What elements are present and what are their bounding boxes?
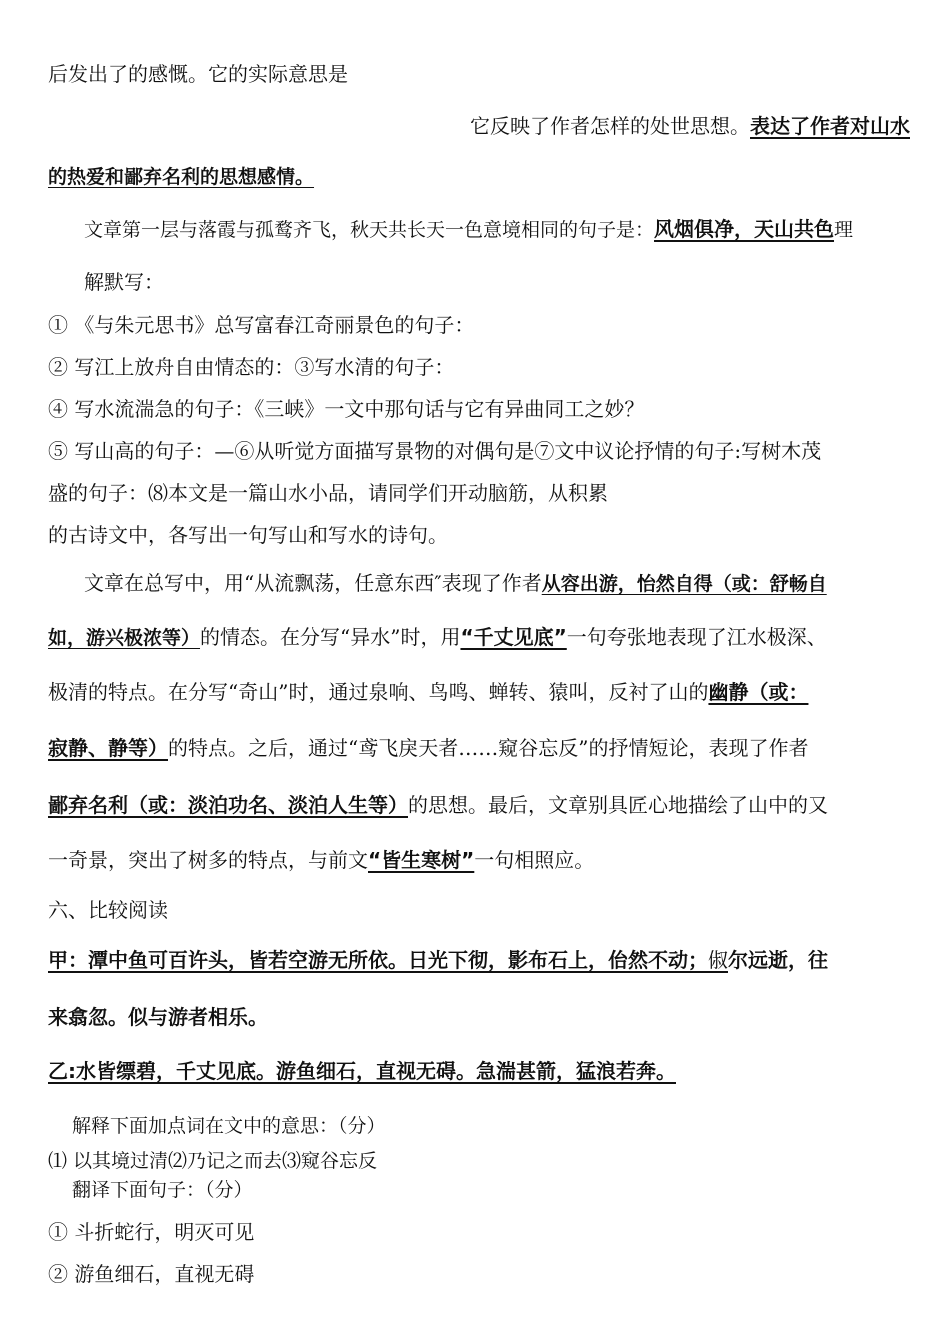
text-line-20 xyxy=(48,1003,910,1031)
text-line-19 xyxy=(48,946,910,974)
text-line-10 xyxy=(48,479,910,507)
text: 极清的特点。在分写“奇山”时，通过泉响、鸟鸣、蝉转、猿叫，反衬了山的 xyxy=(48,680,709,704)
text-line-1 xyxy=(48,60,910,88)
text: 解默写： xyxy=(84,270,164,294)
text-line-9 xyxy=(48,437,910,465)
text: ① 《与朱元思书》总写富春江奇丽景色的句子： xyxy=(48,313,475,337)
text: ② 游鱼细石，直视无碍 xyxy=(48,1262,255,1286)
answer-text: “皆生寒树” xyxy=(368,848,475,872)
text: ② 写江上放舟自由情态的：③写水清的句子： xyxy=(48,355,455,379)
text: 它反映了作者怎样的处世思想。 xyxy=(470,114,750,138)
text-line-5 xyxy=(84,268,910,296)
answer-text: 鄙弃名利（或：淡泊功名、淡泊人生等） xyxy=(48,793,408,817)
text: ⑴ 以其境过清⑵乃记之而去⑶窥谷忘反 xyxy=(48,1150,378,1172)
section-heading xyxy=(48,896,910,924)
text: 文章在总写中，用“从流飘荡，任意东西″表现了作者 xyxy=(84,571,542,595)
answer-text: 如，游兴极浓等） xyxy=(48,627,201,649)
text: 解释下面加点词在文中的意思：（分） xyxy=(72,1115,386,1137)
text-line-12 xyxy=(84,569,910,598)
text-line-8 xyxy=(48,395,910,423)
text: 一奇景，突出了树多的特点，与前文 xyxy=(48,848,368,872)
answer-text: 从容出游，怡然自得（或：舒畅自 xyxy=(541,573,827,595)
text-line-15 xyxy=(48,734,910,762)
passage-text: 乙:水皆缥碧，千丈见底。游鱼细石，直视无碍。急湍甚箭，猛浪若奔。 xyxy=(48,1059,676,1083)
text-line-2 xyxy=(48,112,910,140)
text-line-21 xyxy=(48,1057,910,1085)
text: 六、比较阅读 xyxy=(48,898,168,922)
text: ⑤ 写山高的句子：—⑥从听觉方面描写景物的对偶句是⑦文中议论抒情的句子:写树木茂 xyxy=(48,439,822,463)
text: 文章第一层与落霞与孤鹜齐飞，秋天共长天一色意境相同的句子是： xyxy=(84,219,655,241)
text-line-6 xyxy=(48,311,910,339)
text: 的思想。最后，文章别具匠心地描绘了山中的又 xyxy=(408,793,828,817)
answer-text: 风烟俱净，天山共色 xyxy=(654,217,835,241)
text-line-25 xyxy=(48,1218,910,1246)
text-line-11 xyxy=(48,521,910,549)
text: 的特点。之后，通过“鸢飞戾天者……窥谷忘反”的抒情短论，表现了作者 xyxy=(168,736,809,760)
text-line-7 xyxy=(48,353,910,381)
passage-text: 来翕忽。似与游者相乐。 xyxy=(48,1005,268,1029)
text: 理 xyxy=(834,219,854,241)
text-line-24 xyxy=(72,1176,910,1204)
text: 翻译下面句子：（分） xyxy=(72,1179,253,1201)
text: 后发出了的感慨。它的实际意思是 xyxy=(48,62,348,86)
text-line-14 xyxy=(48,678,910,706)
text-line-26 xyxy=(48,1260,910,1288)
passage-text: 俶 xyxy=(708,948,728,972)
text-line-13 xyxy=(48,623,910,652)
text-line-3 xyxy=(48,162,910,191)
answer-text: 幽静（或： xyxy=(708,680,809,704)
answer-text: 的热爱和鄙弃名利的思想感情。 xyxy=(48,166,315,188)
text-line-4 xyxy=(84,215,910,244)
text: 盛的句子：⑻本文是一篇山水小品，请同学们开动脑筋，从积累 xyxy=(48,481,608,505)
text: 的情态。在分写“异水”时，用 xyxy=(200,625,461,649)
text: 一句夸张地表现了江水极深、 xyxy=(566,625,827,649)
answer-text: “千丈见底” xyxy=(460,625,567,649)
text: 的古诗文中，各写出一句写山和写水的诗句。 xyxy=(48,523,448,547)
text: 一句相照应。 xyxy=(474,848,595,872)
answer-text: 寂静、静等） xyxy=(48,736,168,760)
text: ① 斗折蛇行，明灭可见 xyxy=(48,1220,255,1244)
text-line-17 xyxy=(48,846,910,874)
answer-text: 表达了作者对山水 xyxy=(750,114,910,138)
text-line-16 xyxy=(48,791,910,819)
text: ④ 写水流湍急的句子：《三峡》一文中那句话与它有异曲同工之妙？ xyxy=(48,397,645,421)
text-line-22 xyxy=(72,1112,910,1140)
passage-text: 尔远逝，往 xyxy=(728,948,828,972)
passage-text: 甲：潭中鱼可百许头，皆若空游无所依。日光下彻，影布石上，佁然不动； xyxy=(48,948,708,972)
text-line-23 xyxy=(48,1147,910,1175)
